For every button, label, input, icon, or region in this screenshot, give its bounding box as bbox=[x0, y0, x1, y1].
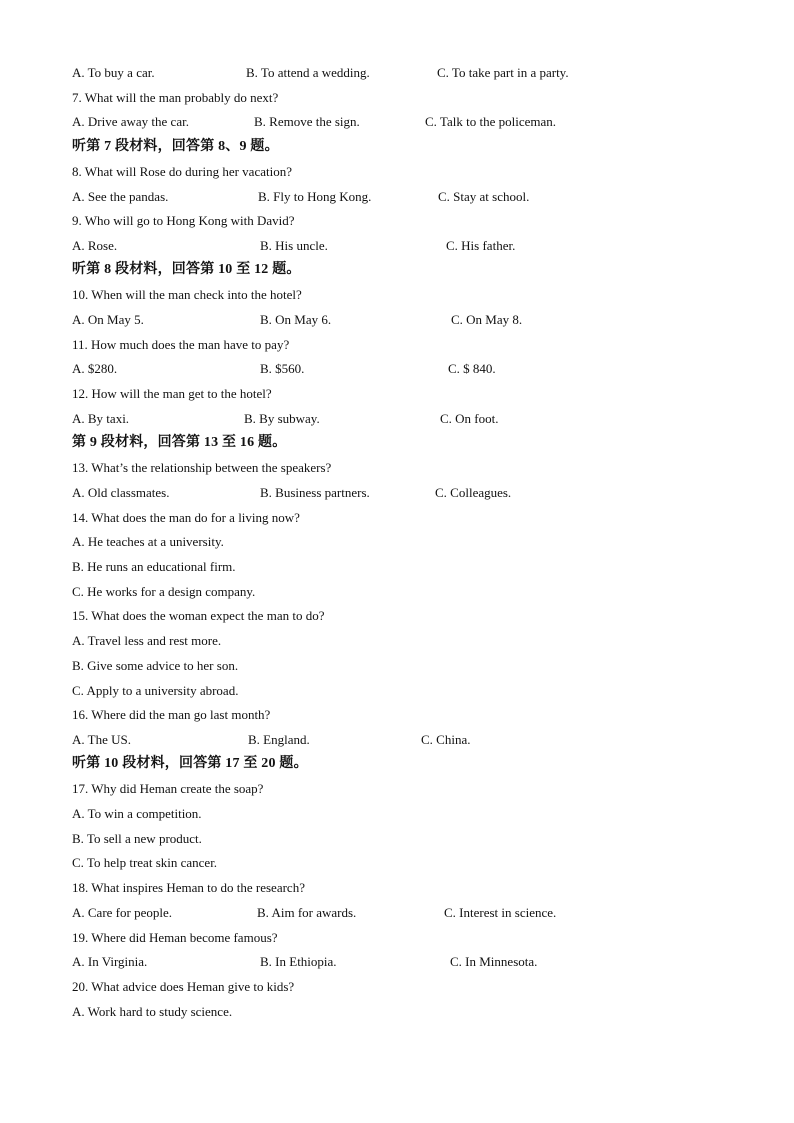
q16-option-a: A. The US. bbox=[72, 732, 131, 747]
q18-question: 18. What inspires Heman to do the research? bbox=[72, 880, 305, 895]
q16-question: 16. Where did the man go last month? bbox=[72, 707, 271, 722]
section-heading-7: 听第 7 段材料，回答第 8、9 题。 bbox=[72, 139, 279, 154]
q7-option-b: B. Remove the sign. bbox=[254, 114, 360, 129]
q6-option-a: A. To buy a car. bbox=[72, 65, 155, 80]
section-heading-8: 听第 8 段材料，回答第 10 至 12 题。 bbox=[72, 262, 301, 277]
q17-option-b: B. To sell a new product. bbox=[72, 831, 202, 846]
q14-option-c: C. He works for a design company. bbox=[72, 584, 256, 599]
q17-question: 17. Why did Heman create the soap? bbox=[72, 781, 264, 796]
q13-question: 13. What’s the relationship between the speakers? bbox=[72, 460, 332, 475]
q13-option-a: A. Old classmates. bbox=[72, 485, 170, 500]
q13-option-c: C. Colleagues. bbox=[435, 485, 512, 500]
q10-option-c: C. On May 8. bbox=[451, 312, 523, 327]
section-heading-10: 听第 10 段材料，回答第 17 至 20 题。 bbox=[72, 756, 308, 771]
q12-option-b: B. By subway. bbox=[244, 411, 320, 426]
q18-option-c: C. Interest in science. bbox=[444, 905, 557, 920]
q6-option-b: B. To attend a wedding. bbox=[246, 65, 370, 80]
q13-option-b: B. Business partners. bbox=[260, 485, 370, 500]
q14-option-b: B. He runs an educational firm. bbox=[72, 559, 236, 574]
q15-option-a: A. Travel less and rest more. bbox=[72, 633, 222, 648]
q9-option-a: A. Rose. bbox=[72, 238, 118, 253]
q9-question: 9. Who will go to Hong Kong with David? bbox=[72, 213, 295, 228]
q8-option-b: B. Fly to Hong Kong. bbox=[258, 189, 372, 204]
q18-option-a: A. Care for people. bbox=[72, 905, 172, 920]
q7-option-c: C. Talk to the policeman. bbox=[425, 114, 556, 129]
q19-option-a: A. In Virginia. bbox=[72, 954, 148, 969]
q11-option-a: A. $280. bbox=[72, 361, 118, 376]
q19-option-c: C. In Minnesota. bbox=[450, 954, 538, 969]
q14-option-a: A. He teaches at a university. bbox=[72, 534, 224, 549]
q8-option-a: A. See the pandas. bbox=[72, 189, 169, 204]
q9-option-b: B. His uncle. bbox=[260, 238, 328, 253]
q12-option-c: C. On foot. bbox=[440, 411, 499, 426]
q10-option-a: A. On May 5. bbox=[72, 312, 144, 327]
q19-option-b: B. In Ethiopia. bbox=[260, 954, 337, 969]
q11-option-c: C. $ 840. bbox=[448, 361, 496, 376]
q17-option-a: A. To win a competition. bbox=[72, 806, 202, 821]
q12-option-a: A. By taxi. bbox=[72, 411, 130, 426]
q17-option-c: C. To help treat skin cancer. bbox=[72, 855, 218, 870]
q10-option-b: B. On May 6. bbox=[260, 312, 332, 327]
section-heading-9: 第 9 段材料，回答第 13 至 16 题。 bbox=[72, 435, 287, 450]
q16-option-c: C. China. bbox=[421, 732, 471, 747]
q19-question: 19. Where did Heman become famous? bbox=[72, 930, 278, 945]
q8-question: 8. What will Rose do during her vacation? bbox=[72, 164, 292, 179]
q16-option-b: B. England. bbox=[248, 732, 310, 747]
q15-option-b: B. Give some advice to her son. bbox=[72, 658, 239, 673]
q20-question: 20. What advice does Heman give to kids? bbox=[72, 979, 295, 994]
q14-question: 14. What does the man do for a living now? bbox=[72, 510, 300, 525]
q6-option-c: C. To take part in a party. bbox=[437, 65, 569, 80]
q18-option-b: B. Aim for awards. bbox=[257, 905, 357, 920]
q20-option-a: A. Work hard to study science. bbox=[72, 1004, 233, 1019]
q12-question: 12. How will the man get to the hotel? bbox=[72, 386, 272, 401]
q11-question: 11. How much does the man have to pay? bbox=[72, 337, 290, 352]
q11-option-b: B. $560. bbox=[260, 361, 305, 376]
q7-option-a: A. Drive away the car. bbox=[72, 114, 189, 129]
q10-question: 10. When will the man check into the hotel? bbox=[72, 287, 302, 302]
q8-option-c: C. Stay at school. bbox=[438, 189, 530, 204]
q7-question: 7. What will the man probably do next? bbox=[72, 90, 279, 105]
q15-question: 15. What does the woman expect the man to do? bbox=[72, 608, 325, 623]
q15-option-c: C. Apply to a university abroad. bbox=[72, 683, 239, 698]
q9-option-c: C. His father. bbox=[446, 238, 516, 253]
